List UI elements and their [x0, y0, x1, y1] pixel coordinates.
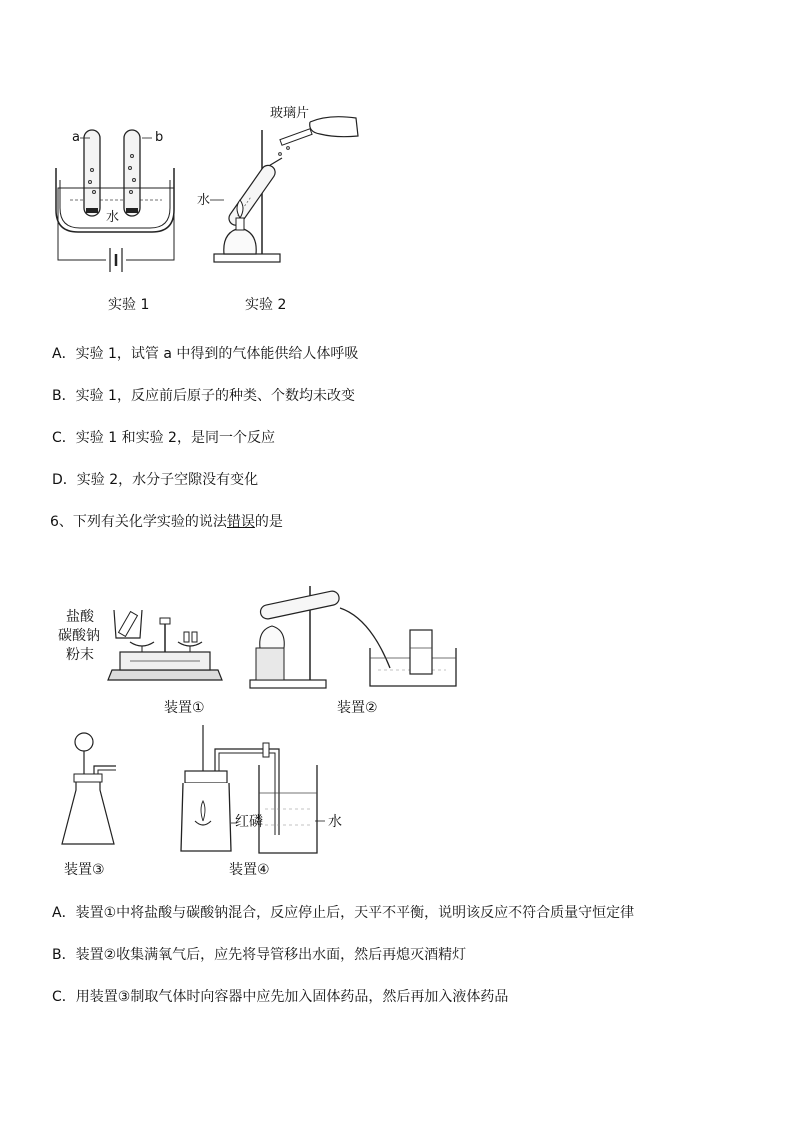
label-water-exp2: 水 — [197, 193, 211, 208]
caption-experiment1: 实验 1 — [108, 297, 150, 313]
label-glass-plate: 玻璃片 — [270, 106, 310, 121]
q6-stem — [50, 513, 283, 531]
q6-stem-underlined: 错误 — [226, 514, 255, 530]
device1-balance-diagram — [100, 600, 230, 692]
experiment2-diagram — [210, 110, 360, 270]
label-water-device4: 水 — [328, 814, 342, 830]
caption-device1: 装置① — [164, 700, 205, 716]
label-sodium-carbonate: 碳酸钠 — [58, 628, 100, 644]
device3-flask-diagram — [58, 730, 128, 852]
label-red-phosphorus: 红磷 — [235, 814, 263, 830]
label-tube-b: b — [155, 130, 164, 145]
q5-option-a: A．实验 1，试管 a 中得到的气体能供给人体呼吸 — [52, 346, 359, 362]
q6-stem-prefix: 6、下列有关化学实验的说法 — [50, 514, 227, 530]
q5-option-b: B．实验 1，反应前后原子的种类、个数均未改变 — [52, 388, 355, 404]
caption-device3: 装置③ — [64, 862, 105, 878]
experiment1-diagram — [50, 120, 190, 270]
device2-oxygen-collection-diagram — [250, 578, 460, 693]
q6-option-b: B．装置②收集满氧气后，应先将导管移出水面，然后再熄灭酒精灯 — [52, 947, 467, 963]
q6-stem-suffix: 的是 — [254, 514, 283, 530]
q6-option-c: C．用装置③制取气体时向容器中应先加入固体药品，然后再加入液体药品 — [52, 989, 509, 1005]
device4-red-phosphorus-diagram — [175, 725, 355, 857]
label-hydrochloric-acid: 盐酸 — [66, 609, 94, 625]
caption-device4: 装置④ — [229, 862, 270, 878]
caption-experiment2: 实验 2 — [245, 297, 287, 313]
label-powder: 粉末 — [66, 647, 94, 663]
label-water-exp1: 水 — [106, 210, 120, 225]
q5-option-c: C．实验 1 和实验 2，是同一个反应 — [52, 430, 275, 446]
label-tube-a: a — [72, 130, 80, 145]
q6-option-a: A．装置①中将盐酸与碳酸钠混合，反应停止后，天平不平衡，说明该反应不符合质量守恒定律 — [52, 905, 635, 921]
q5-option-d: D．实验 2，水分子空隙没有变化 — [52, 472, 259, 488]
caption-device2: 装置② — [337, 700, 378, 716]
